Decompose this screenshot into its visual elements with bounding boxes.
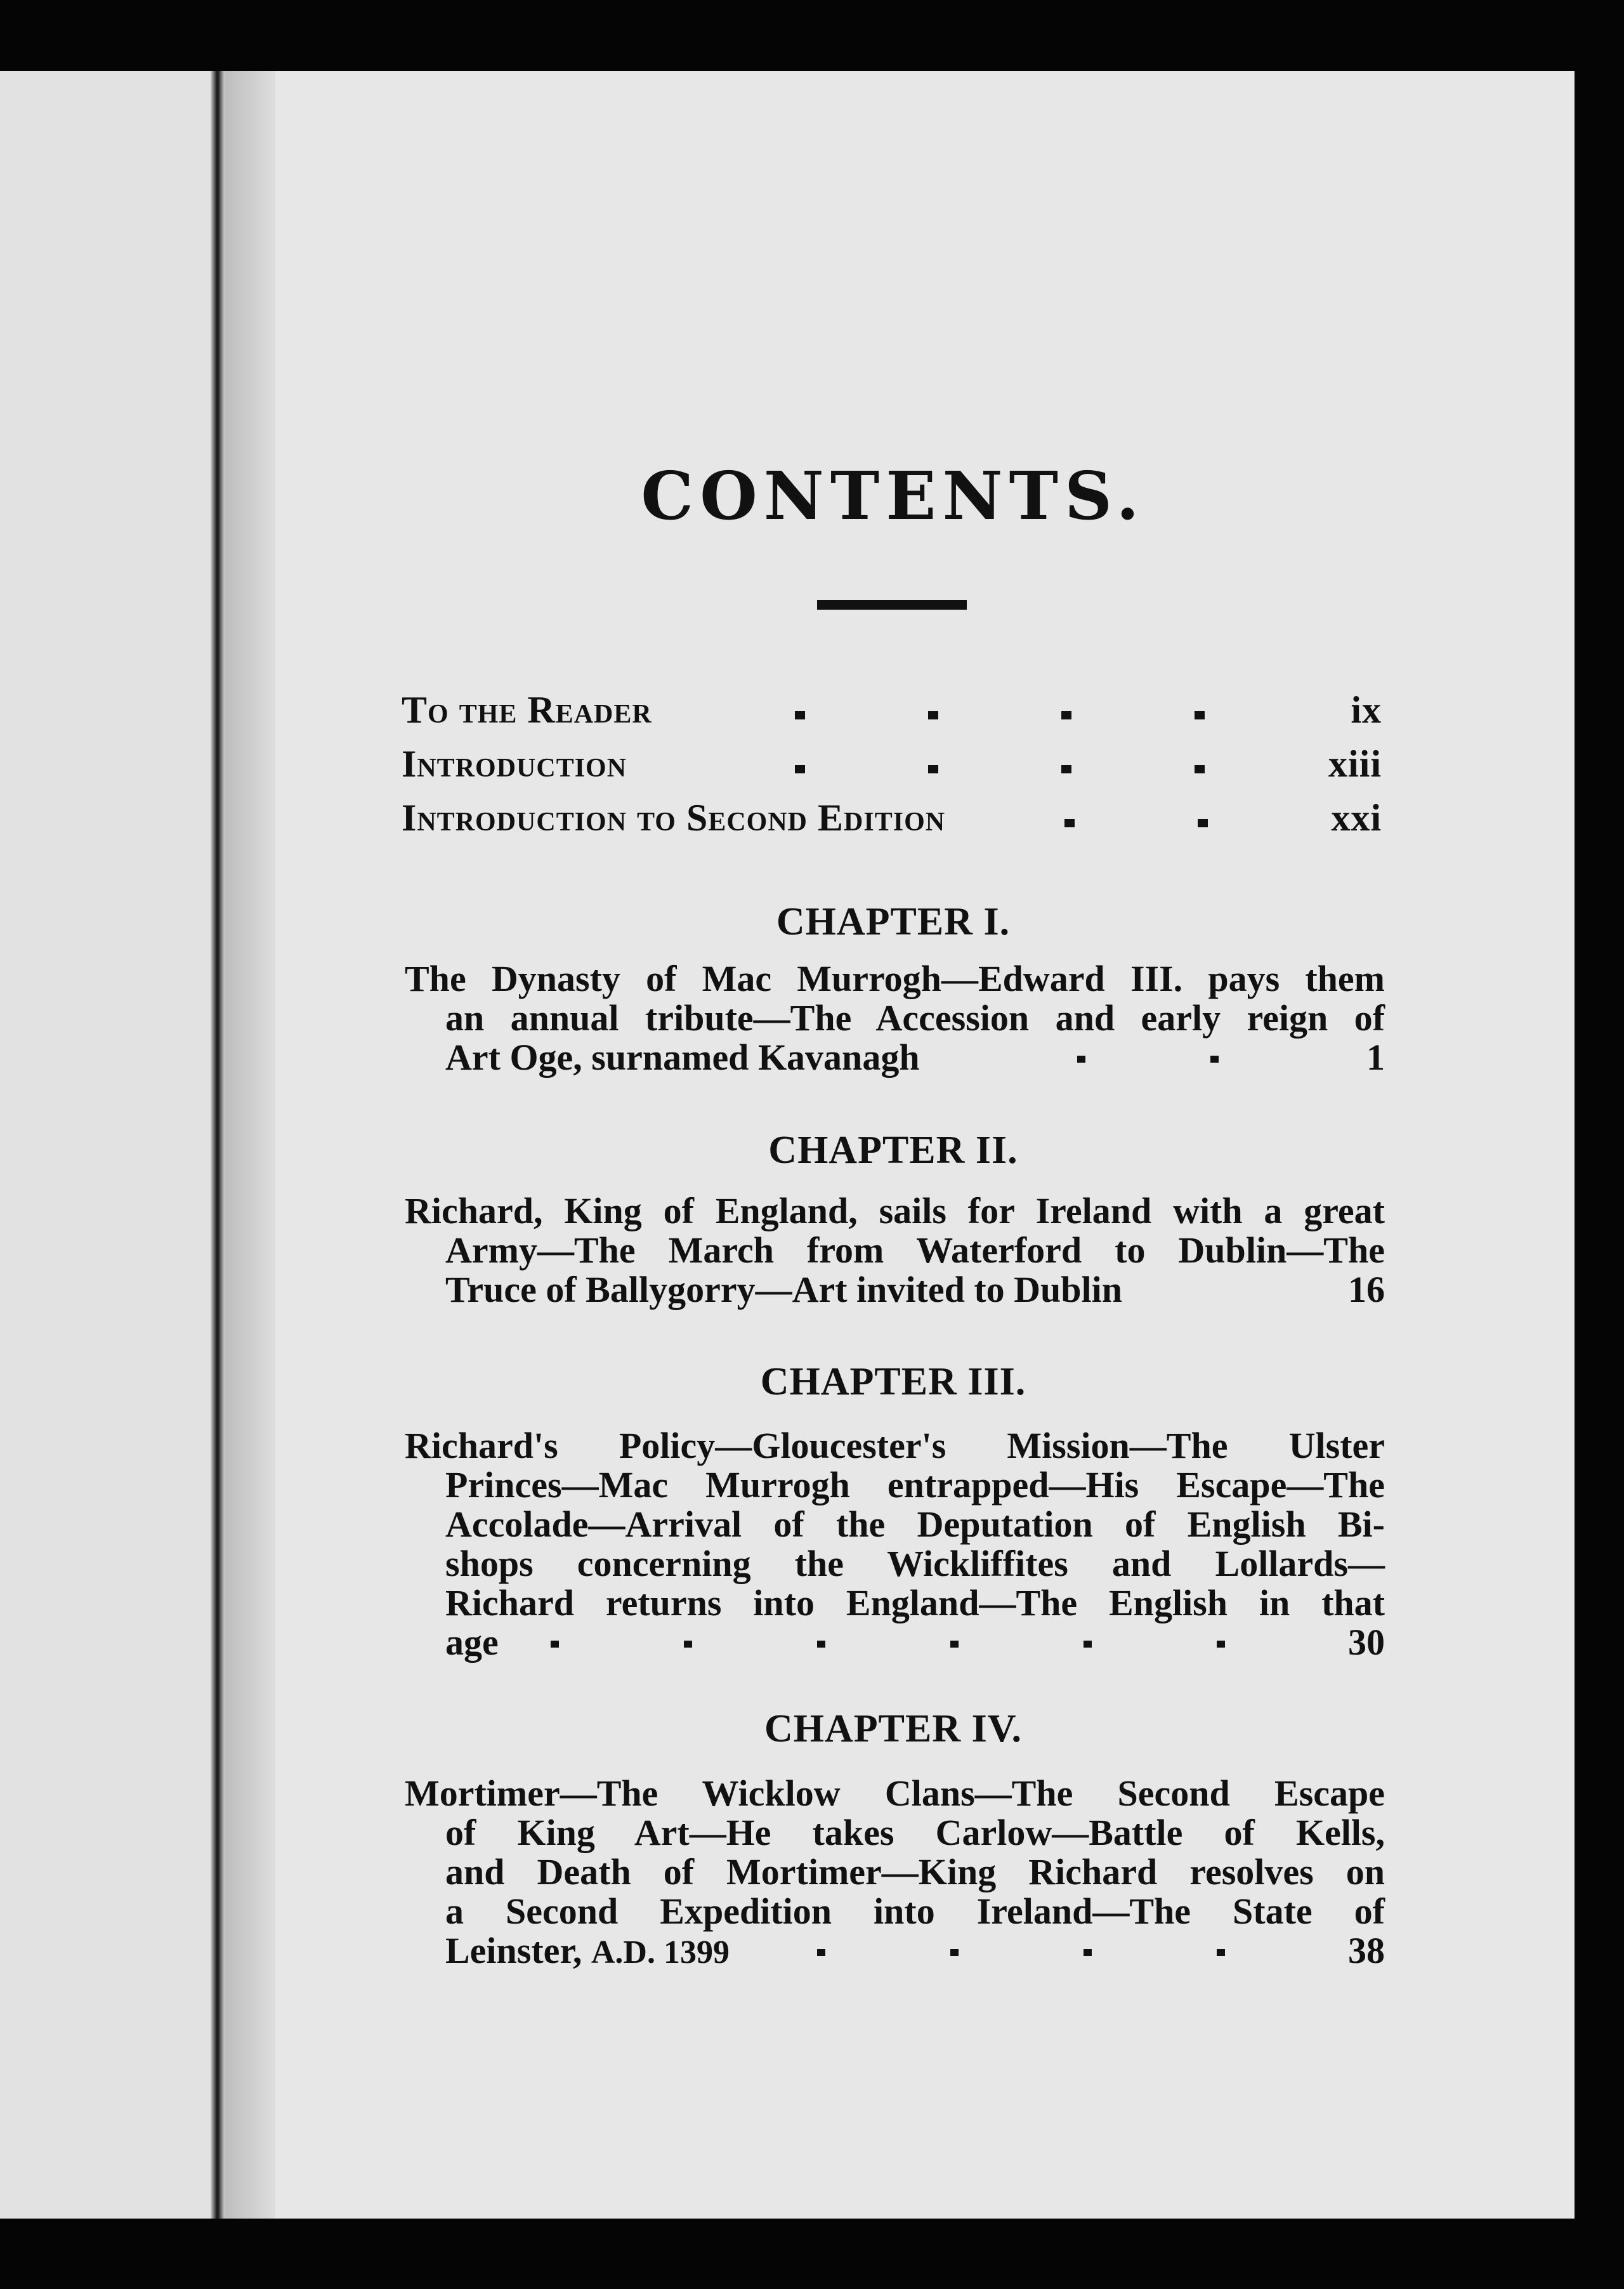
- chapter-heading-2: CHAPTER II.: [768, 1129, 1018, 1172]
- title-rule: [817, 600, 967, 610]
- summary-line: Army—The March from Waterford to Dublin—The: [445, 1230, 1385, 1271]
- toc-entry-page: xiii: [1328, 743, 1382, 785]
- summary-line-final: [405, 1270, 1385, 1309]
- leader-dots: [402, 796, 1382, 847]
- toc-entry-introduction: [402, 742, 1382, 793]
- summary-line: Truce of Ballygorry—Art invited to Dublin: [445, 1269, 1123, 1310]
- summary-line: of King Art—He takes Carlow—Battle of Kells,: [445, 1812, 1385, 1853]
- chapter-summary-2: [405, 1191, 1385, 1309]
- chapter-summary-4: [405, 1774, 1385, 1971]
- toc-entry-introduction-second-edition: [402, 796, 1382, 847]
- chapter-heading-4: CHAPTER IV.: [764, 1707, 1023, 1750]
- summary-line-final: [405, 1623, 1385, 1662]
- chapter-heading-3: CHAPTER III.: [760, 1360, 1026, 1403]
- toc-entry-label: Introduction to Second Edition: [402, 797, 946, 839]
- chapter-page-number: 1: [1366, 1037, 1385, 1078]
- chapter-summary-1: [405, 959, 1385, 1077]
- toc-entry-label: To the Reader: [402, 689, 652, 731]
- date-suffix: A.D. 1399: [591, 1934, 730, 1971]
- toc-entry-page: ix: [1351, 689, 1382, 731]
- summary-line: Leinster,: [445, 1930, 582, 1971]
- chapter-page-number: 16: [1348, 1269, 1385, 1310]
- facing-page-edge: [0, 71, 223, 2219]
- summary-line: The Dynasty of Mac Murrogh—Edward III. pays them: [405, 958, 1385, 999]
- chapter-heading-1: CHAPTER I.: [776, 900, 1011, 943]
- summary-line: Richard's Policy—Gloucester's Mission—The Ulster: [405, 1425, 1385, 1466]
- summary-line: a Second Expedition into Ireland—The State of: [445, 1891, 1385, 1932]
- summary-line-final: [405, 1931, 1385, 1971]
- book-gutter: [211, 71, 225, 2219]
- chapter-summary-3: [405, 1426, 1385, 1662]
- summary-line: Art Oge, surnamed Kavanagh: [445, 1037, 920, 1078]
- toc-entry-label: Introduction: [402, 743, 627, 785]
- summary-line: and Death of Mortimer—King Richard resolves on: [445, 1851, 1385, 1892]
- chapter-page-number: 30: [1348, 1622, 1385, 1663]
- summary-line-final: [405, 1038, 1385, 1077]
- summary-line: age: [445, 1622, 499, 1663]
- summary-line: shops concerning the Wickliffites and Lollards—: [445, 1543, 1385, 1584]
- summary-line: Accolade—Arrival of the Deputation of English Bi-: [445, 1504, 1385, 1545]
- leader-dots: [402, 688, 1382, 739]
- leader-dots: [402, 742, 1382, 793]
- summary-line: Richard, King of England, sails for Ireland with a great: [405, 1190, 1385, 1231]
- summary-line: Mortimer—The Wicklow Clans—The Second Escape: [405, 1773, 1385, 1814]
- summary-line: Richard returns into England—The English in that: [445, 1582, 1385, 1623]
- page-title: CONTENTS.: [641, 457, 1146, 535]
- toc-entry-page: xxi: [1331, 797, 1382, 839]
- toc-entry-to-the-reader: [402, 688, 1382, 739]
- summary-line: Princes—Mac Murrogh entrapped—His Escape—The: [445, 1464, 1385, 1505]
- chapter-page-number: 38: [1348, 1930, 1385, 1971]
- gutter-shadow: [225, 71, 275, 2219]
- summary-line: an annual tribute—The Accession and early reign of: [445, 997, 1385, 1039]
